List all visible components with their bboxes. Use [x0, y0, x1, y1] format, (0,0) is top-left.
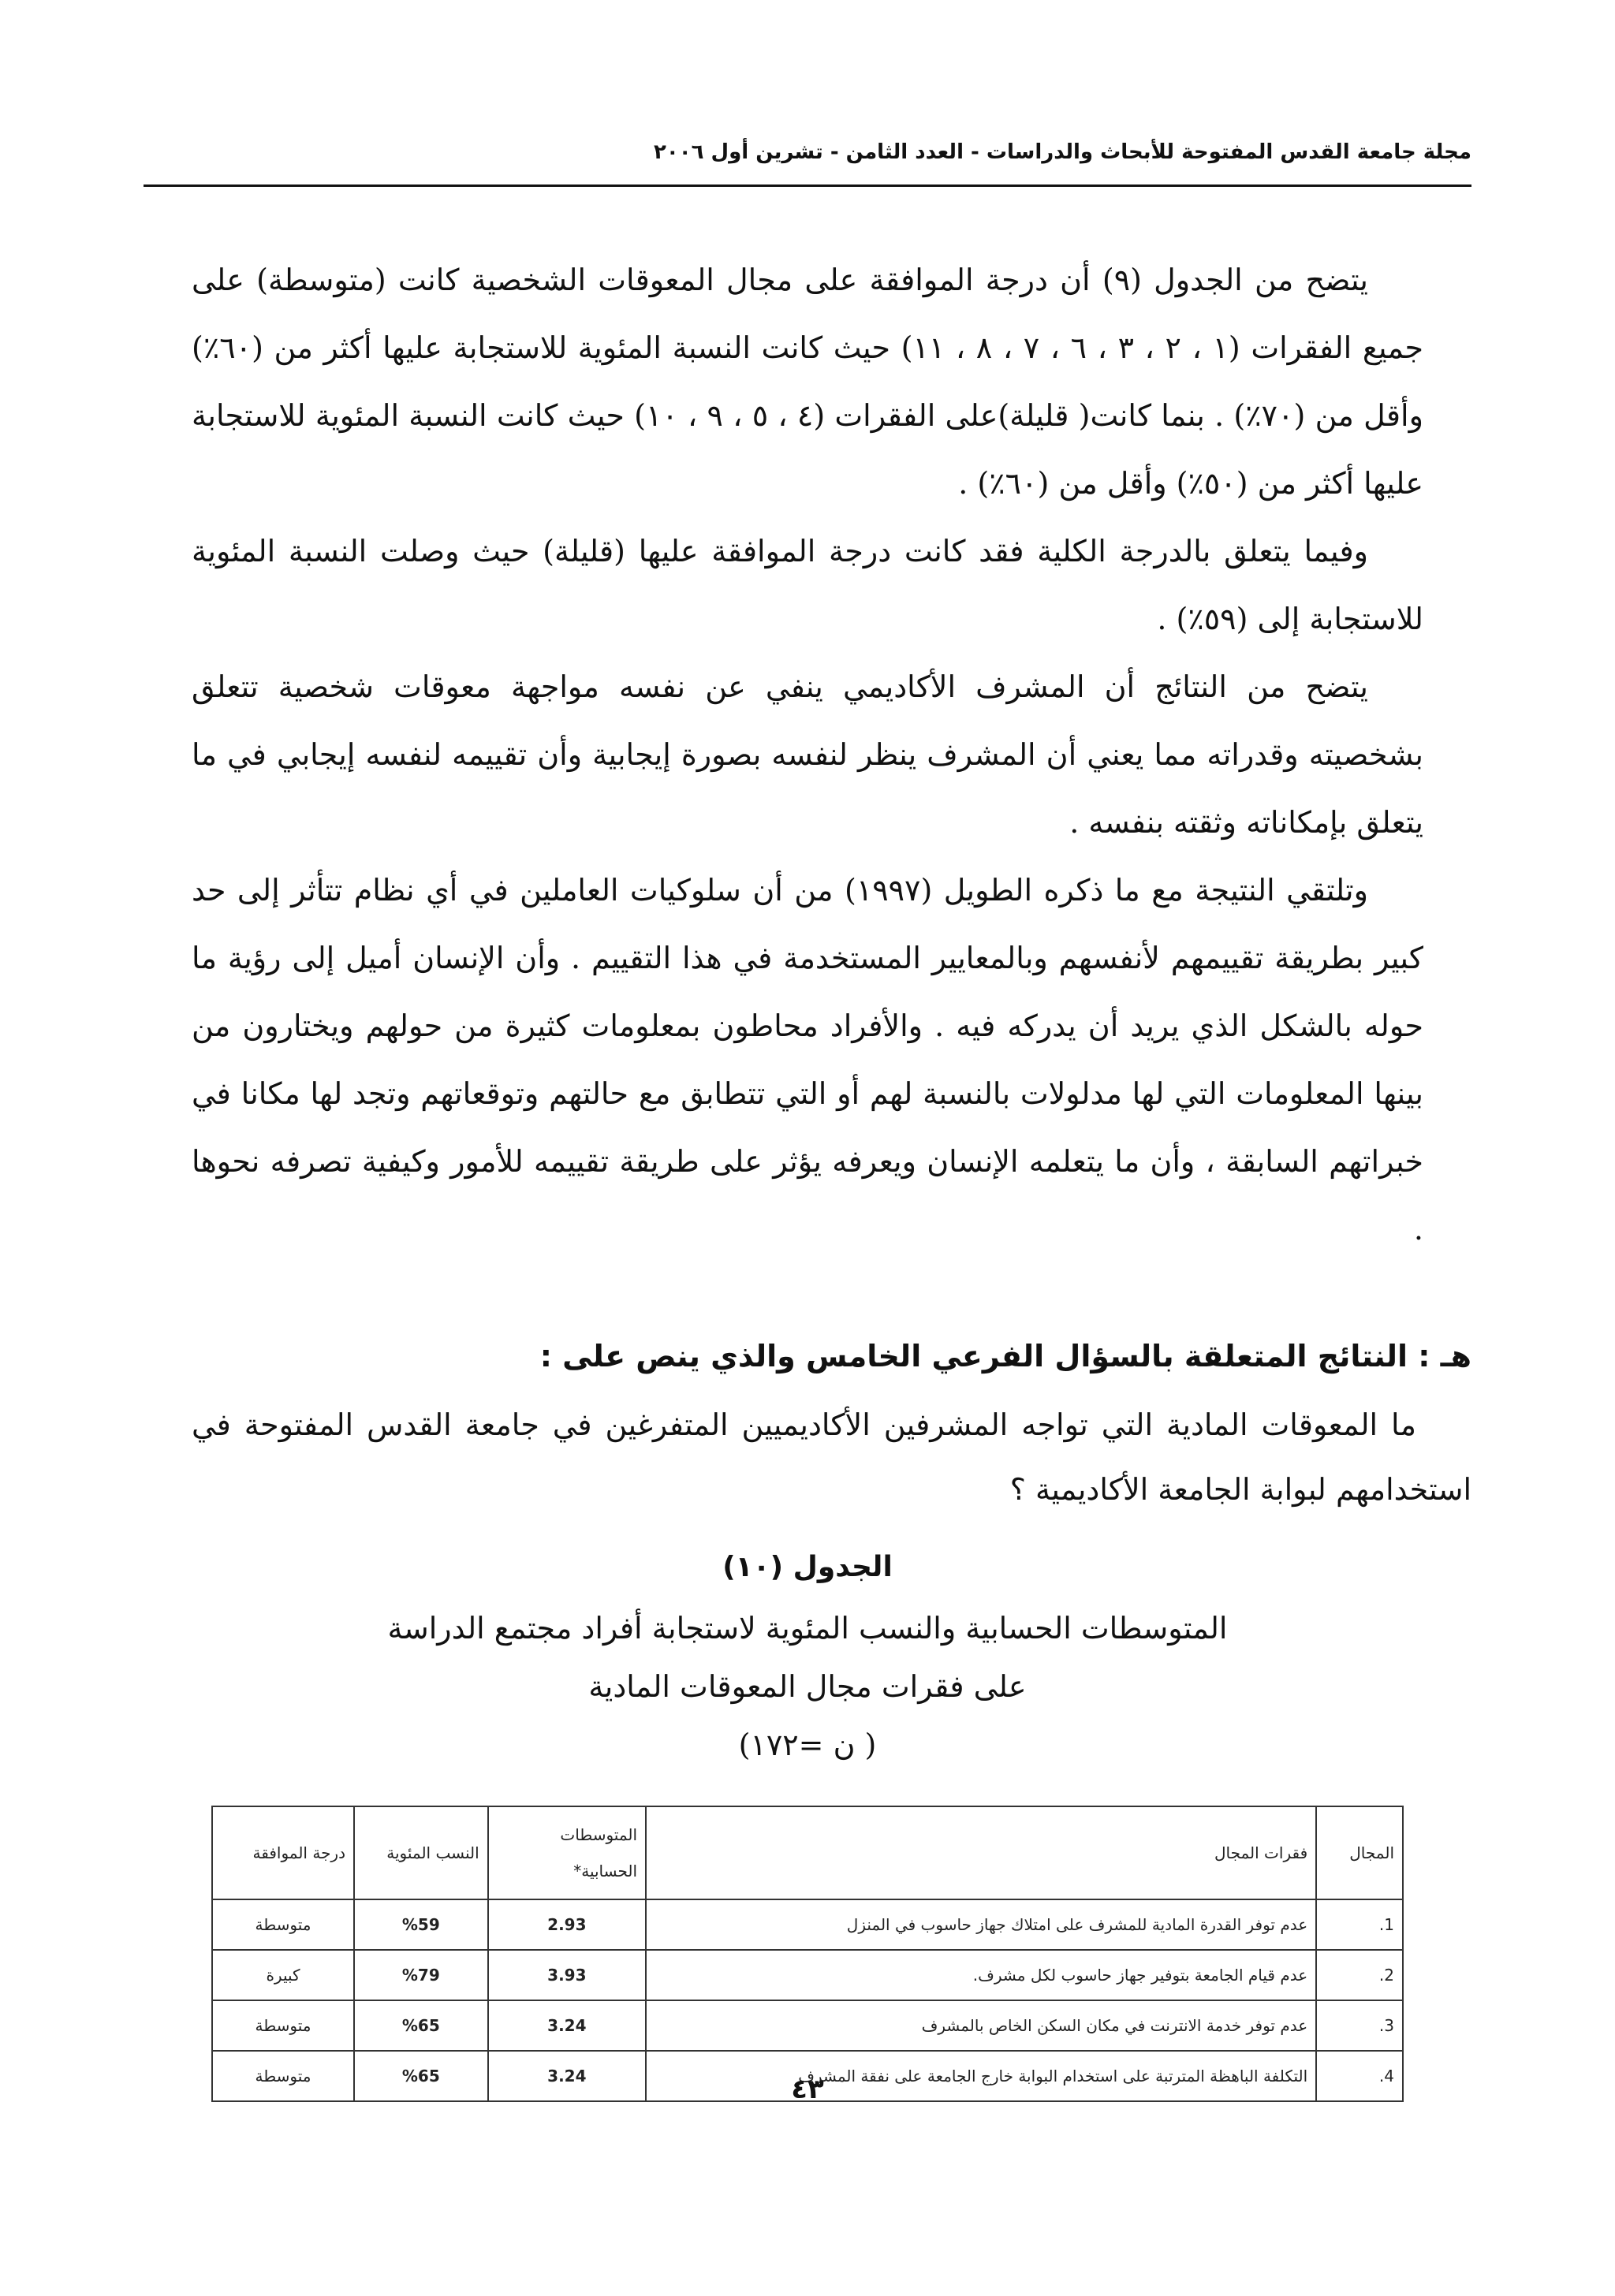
- row-number: 2.: [1316, 1950, 1403, 2000]
- header-item: فقرات المجال: [646, 1806, 1316, 1899]
- row-percent: %65: [354, 2051, 488, 2101]
- row-percent: %79: [354, 1950, 488, 2000]
- sample-size: ( ن =١٧٢): [738, 1728, 877, 1762]
- page-number: ٤٣: [791, 2074, 824, 2105]
- body-text: [192, 246, 1423, 1263]
- table-header-row: [212, 1806, 1403, 1899]
- paragraph: وتلتقي النتيجة مع ما ذكره الطويل (١٩٩٧) من أن سلوكيات العاملين في أي نظام تتأثر إلى حد كبير بطريقة تقييمهم لأنفسهم وبالمعايير المستخدمة في هذا التقييم . وأن الإنسان أميل إلى رؤية ما حوله بالشكل الذي يريد أن يدركه فيه . والأفراد محاطون بمعلومات كثيرة من حولهم ويختارون من بينها المعلومات التي لها مدلولات بالنسبة لهم أو التي تتطابق مع حالتهم وتوقعاتهم وتجد لها مكانا في خبراتهم السابقة ، وأن ما يتعلمه الإنسان ويعرفه يؤثر على طريقة تقييمه للأمور وكيفية تصرفه نحوها .: [192, 873, 1423, 1247]
- results-table: [211, 1806, 1404, 2102]
- table-row: [212, 1950, 1403, 2000]
- table-row: [212, 1899, 1403, 1950]
- row-percent: %65: [354, 2000, 488, 2051]
- table-row: [212, 2000, 1403, 2051]
- running-header: [144, 134, 1471, 187]
- row-item: عدم توفر خدمة الانترنت في مكان السكن الخاص بالمشرف: [646, 2000, 1316, 2051]
- row-percent: %59: [354, 1899, 488, 1950]
- row-mean: 3.93: [488, 1950, 646, 2000]
- row-mean: 3.24: [488, 2051, 646, 2101]
- row-number: 1.: [1316, 1899, 1403, 1950]
- table-caption-line: على فقرات مجال المعوقات المادية: [588, 1669, 1027, 1704]
- table-title: الجدول (١٠): [722, 1551, 893, 1583]
- row-degree: كبيرة: [212, 1950, 354, 2000]
- header-field: المجال: [1316, 1806, 1403, 1899]
- row-degree: متوسطة: [212, 2000, 354, 2051]
- table-caption-line: المتوسطات الحسابية والنسب المئوية لاستجابة أفراد مجتمع الدراسة: [387, 1611, 1228, 1646]
- row-number: 3.: [1316, 2000, 1403, 2051]
- table-caption: [144, 1536, 1471, 1774]
- row-number: 4.: [1316, 2051, 1403, 2101]
- row-degree: متوسطة: [212, 1899, 354, 1950]
- row-mean: 2.93: [488, 1899, 646, 1950]
- header-percent: النسب المئوية: [354, 1806, 488, 1899]
- row-degree: متوسطة: [212, 2051, 354, 2101]
- header-degree: درجة الموافقة: [212, 1806, 354, 1899]
- row-item: عدم قيام الجامعة بتوفير جهاز حاسوب لكل مشرف.: [646, 1950, 1316, 2000]
- paragraph: يتضح من الجدول (٩) أن درجة الموافقة على مجال المعوقات الشخصية كانت (متوسطة) على جميع الفقرات (١ ، ٢ ، ٣ ، ٦ ، ٧ ، ٨ ، ١١) حيث كانت النسبة المئوية للاستجابة عليها أكثر من (٦٠٪) وأقل من (٧٠٪) . بنما كانت( قليلة)على الفقرات (٤ ، ٥ ، ٩ ، ١٠) حيث كانت النسبة المئوية للاستجابة عليها أكثر من (٥٠٪) وأقل من (٦٠٪) .: [192, 263, 1423, 501]
- header-mean: المتوسطات الحسابية*: [488, 1806, 646, 1899]
- journal-title: مجلة جامعة القدس المفتوحة للأبحاث والدراسات - العدد الثامن - تشرين أول ٢٠٠٦: [654, 140, 1471, 164]
- row-item: عدم توفر القدرة المادية للمشرف على امتلاك جهاز حاسوب في المنزل: [646, 1899, 1316, 1950]
- section-heading: هـ : النتائج المتعلقة بالسؤال الفرعي الخامس والذي ينص على :: [539, 1339, 1471, 1374]
- research-question: ما المعوقات المادية التي تواجه المشرفين الأكاديميين المتفرغين في جامعة القدس المفتوحة في استخدامهم لبوابة الجامعة الأكاديمية ؟: [192, 1407, 1471, 1507]
- row-item: التكلفة الباهظة المترتبة على استخدام البوابة خارج الجامعة على نفقة المشرف: [646, 2051, 1316, 2101]
- paragraph: وفيما يتعلق بالدرجة الكلية فقد كانت درجة الموافقة عليها (قليلة) حيث وصلت النسبة المئوية للاستجابة إلى (٥٩٪) .: [192, 534, 1423, 636]
- paragraph: يتضح من النتائج أن المشرف الأكاديمي ينفي عن نفسه مواجهة معوقات شخصية تتعلق بشخصيته وقدراته مما يعني أن المشرف ينظر لنفسه بصورة إيجابية وأن تقييمه لنفسه إيجابي في ما يتعلق بإمكاناته وثقته بنفسه .: [192, 669, 1423, 840]
- row-mean: 3.24: [488, 2000, 646, 2051]
